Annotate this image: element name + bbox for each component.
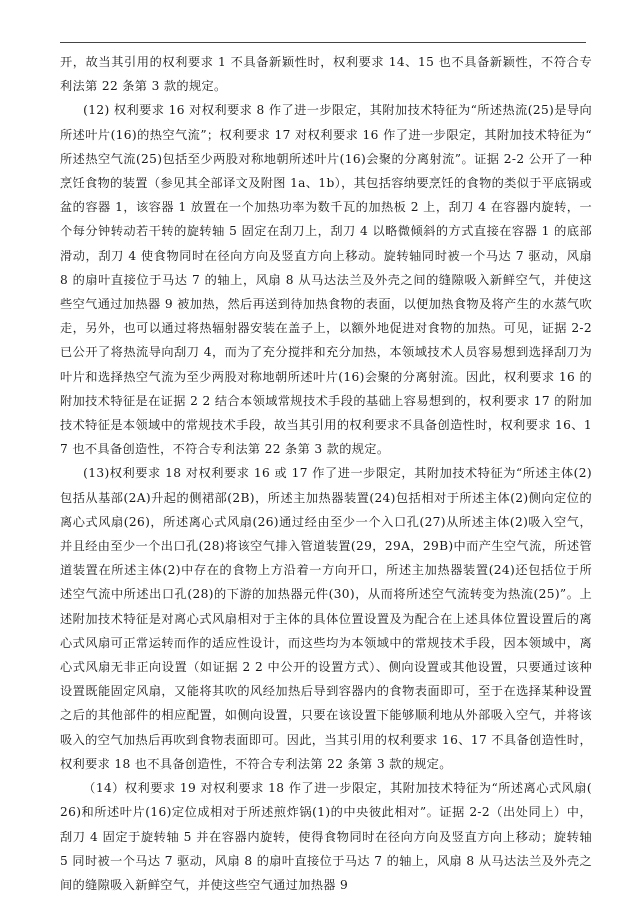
- paragraph-continuation: 开，故当其引用的权利要求 1 不具备新颖性时，权利要求 14、15 也不具备新颖性，不符合专利法第 22 条第 3 款的规定。: [60, 55, 592, 94]
- header-rule: [60, 42, 586, 43]
- paragraph-12: (12) 权利要求 16 对权利要求 8 作了进一步限定，其附加技术特征为“所述热流(25)是导向所述叶片(16)的热空气流”；权利要求 17 对权利要求 16 作了进一步限定，其附加技术特征为“所述热空气流(25)包括至少两股对称地朝所述叶片(16)会聚的分离射流”。证据 2-2 公开了一种烹饪食物的装置（参见其全部译文及附图 1a、1b），其包括容纳要烹饪的食物的类似于平底锅或盆的容器 1，该容器 1 放置在一个加热功率为数千瓦的加热板 2 上，刮刀 4 在容器内旋转，一个每分钟转动若干转的旋转轴 5 固定在刮刀上，刮刀 4 以略微倾斜的方式直接在容器 1 的底部滑动，刮刀 4 使食物同时在径向方向及竖直方向上移动。旋转轴同时被一个马达 7 驱动，风扇 8 的扇叶直接位于马达 7 的轴上，风扇 8 从马达法兰及外壳之间的缝隙吸入新鲜空气，并使这些空气通过加热器 9 被加热，然后再送到待加热食物的表面，以便加热食物及将产生的水蒸气吹走，另外，也可以通过将热辐射器安装在盖子上，以额外地促进对食物的加热。可见，证据 2-2 已公开了将热流导向刮刀 4，而为了充分搅拌和充分加热，本领域技术人员容易想到选择刮刀为叶片和选择热空气流为至少两股对称地朝所述叶片(16)会聚的分离射流。因此，权利要求 16 的附加技术特征是在证据 2 2 结合本领域常规技术手段的基础上容易想到的，权利要求 17 的附加技术特征是本领域中的常规技术手段，故当其引用的权利要求不具备创造性时，权利要求 16、17 也不具备创造性，不符合专利法第 22 条第 3 款的规定。: [60, 103, 592, 457]
- document-body: [60, 50, 592, 897]
- paragraph-14: （14）权利要求 19 对权利要求 18 作了进一步限定，其附加技术特征为“所述离心式风扇(26)和所述叶片(16)定位成相对于所述煎炸锅(1)的中央彼此相对”。证据 2-2（出处同上）中，刮刀 4 固定于旋转轴 5 并在容器内旋转，使得食物同时在径向方向及竖直方向上移动；旋转轴 5 同时被一个马达 7 驱动，风扇 8 的扇叶直接位于马达 7 的轴上，风扇 8 从马达法兰及外壳之间的缝隙吸入新鲜空气，并使这些空气通过加热器 9: [60, 781, 592, 892]
- paragraph-13: (13)权利要求 18 对权利要求 16 或 17 作了进一步限定，其附加技术特征为“所述主体(2)包括从基部(2A)升起的侧裙部(2B)，所述主加热器装置(24)包括相对于所述主体(2)侧向定位的离心式风扇(26)，所述离心式风扇(26)通过经由至少一个入口孔(27)从所述主体(2)吸入空气，并且经由至少一个出口孔(28)将该空气排入管道装置(29，29A，29B)中而产生空气流，所述管道装置在所述主体(2)中存在的食物上方沿着一方向开口，所述主加热器装置(24)还包括位于所述空气流中所述出口孔(28)的下游的加热器元件(30)，从而将所述空气流转变为热流(25)”。上述附加技术特征是对离心式风扇相对于主体的具体位置设置及为配合在上述具体位置设置后的离心式风扇可正常运转而作的适应性设计，而这些均为本领域中的常规技术手段，因本领域中，离心式风扇无非正向设置（如证据 2 2 中公开的设置方式）、侧向设置或其他设置，只要通过该种设置既能固定风扇，又能将其吹的风经加热后导到容器内的食物表面即可，至于在选择某种设置之后的其他部件的相应配置，如侧向设置，只要在该设置下能够顺利地从外部吸入空气，并将该吸入的空气加热后再吹到食物表面即可。因此，当其引用的权利要求 16、17 不具备创造性时，权利要求 18 也不具备创造性，不符合专利法第 22 条第 3 款的规定。: [60, 466, 592, 771]
